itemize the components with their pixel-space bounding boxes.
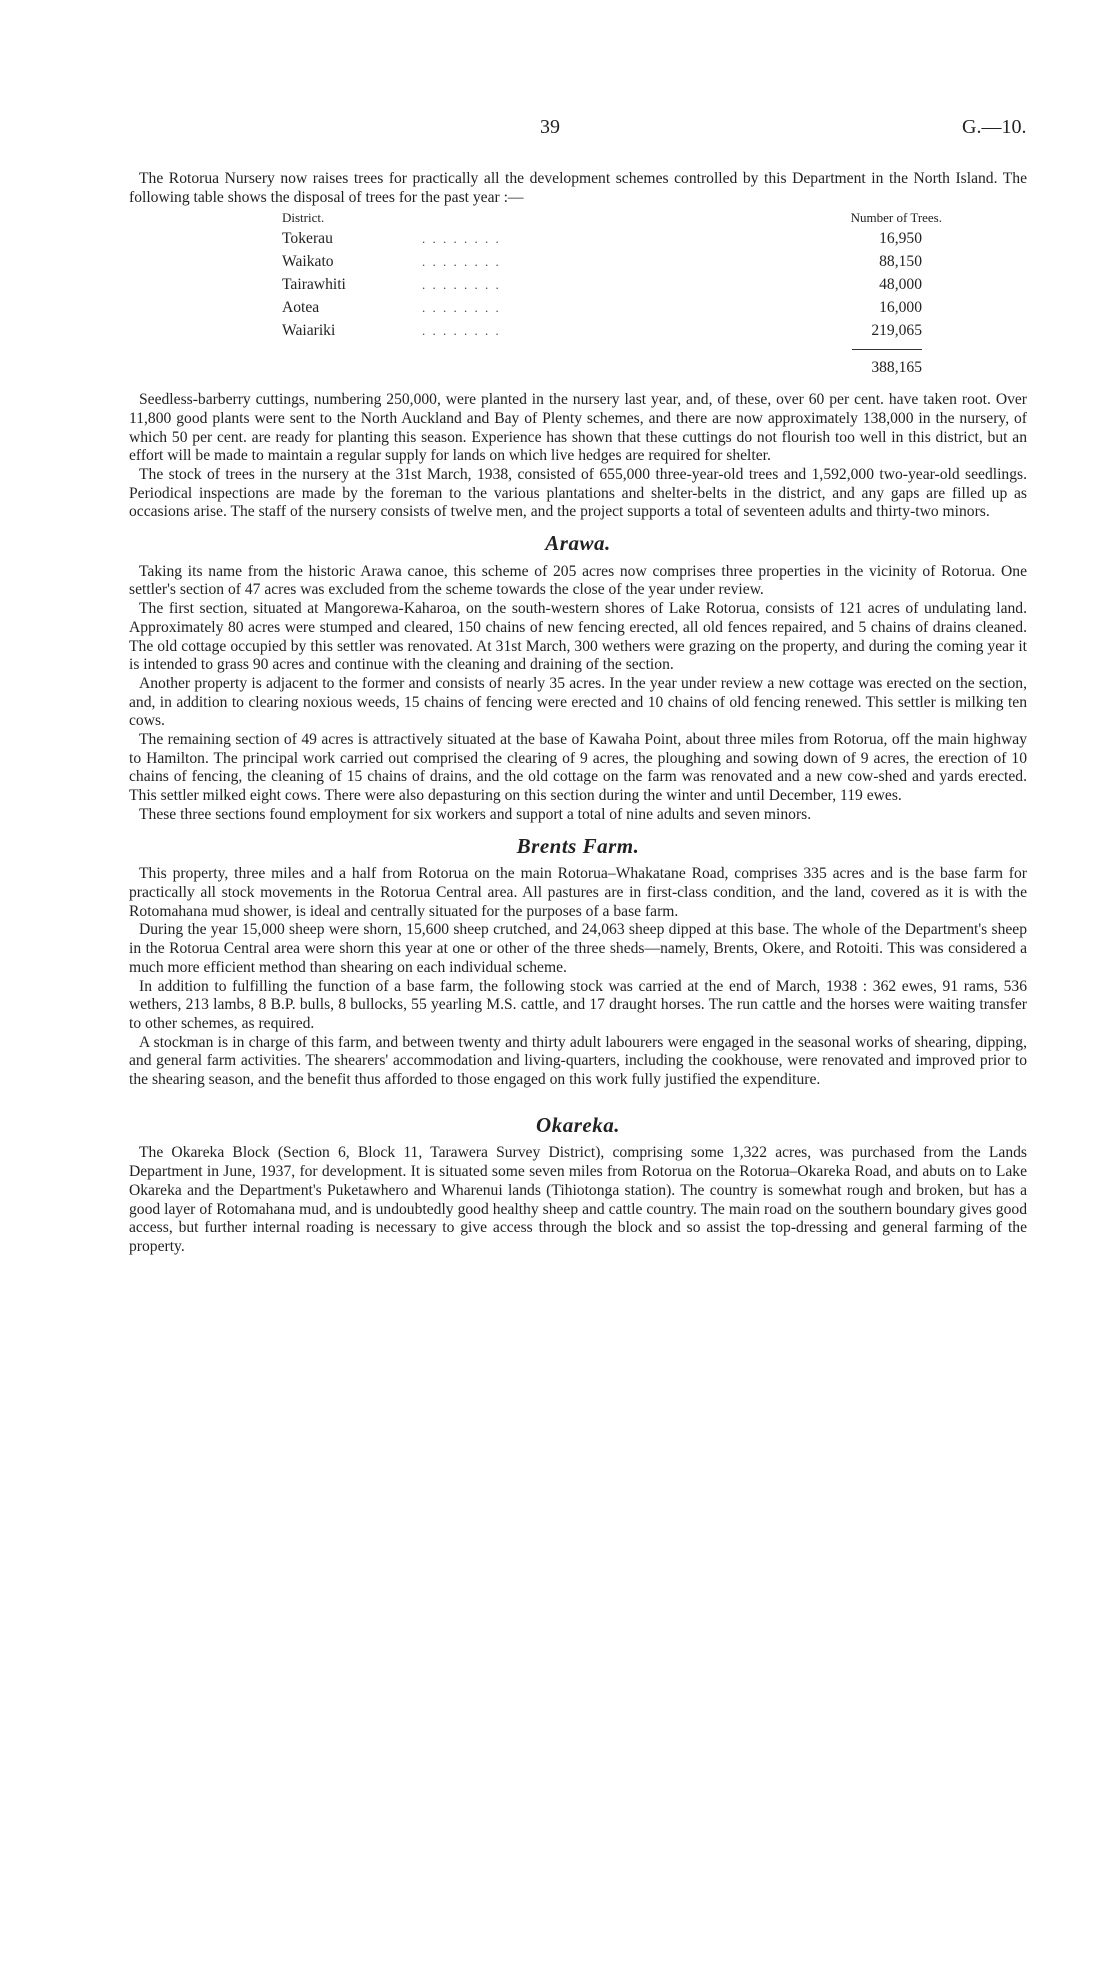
district-column-header: District.: [282, 210, 325, 226]
arawa-paragraph: The remaining section of 49 acres is attractively situated at the base of Kawaha Point, about three miles from Rotorua, off the main highway to Hamilton. The principal work carried out comprised the clearing of 9 acres, the ploughing and sowing down of 9 acres, the erection of 10 chains of fencing, the cleaning of 15 chains of drains, and the old cottage on the farm was renovated and a new cow-shed and yards erected. This settler milked eight cows. There were also depasturing on this section during the winter and until December, 119 ewes.: [129, 731, 1027, 805]
brents-paragraph: This property, three miles and a half from Rotorua on the main Rotorua–Whakatane Road, comprises 335 acres and is the base farm for practically all stock movements in the Rotorua Central area. All pastures are in first-class condition, and the land, covered as it is with the Rotomahana mud shower, is ideal and centrally situated for the purposes of a base farm.: [129, 865, 1027, 920]
document-reference: G.—10.: [962, 116, 1027, 138]
nursery-paragraph: Seedless-barberry cuttings, numbering 250,000, were planted in the nursery last year, and, of these, over 60 per cent. have taken root. Over 11,800 good plants were sent to the North Auckland and Bay of Plenty schemes, and there are now approximately 138,000 in the nursery, of which 50 per cent. are ready for planting this season. Experience has shown that these cuttings do not flourish too well in this district, but an effort will be made to maintain a regular supply for lands on which live hedges are required for shelter.: [129, 391, 1027, 465]
district-cell: Tairawhiti: [282, 276, 346, 294]
nursery-paragraph: The stock of trees in the nursery at the 31st March, 1938, consisted of 655,000 three-year-old trees and 1,592,000 two-year-old seedlings. Periodical inspections are made by the foreman to the various plantations and shelter-belts in the district, and any gaps are filled up as occasions arise. The staff of the nursery consists of twelve men, and the project supports a total of seventeen adults and thirty-two minors.: [129, 465, 1027, 521]
okareka-paragraph: The Okareka Block (Section 6, Block 11, Tarawera Survey District), comprising some 1,322 acres, was purchased from the Lands Department in June, 1937, for development. It is situated some seven miles from Rotorua on the Rotorua–Okareka Road, and abuts on to Lake Okareka and the Department's Puketawhero and Wharenui lands (Tihiotonga station). The country is somewhat rough and broken, but has a good layer of Rotomahana mud, and is undoubtedly good healthy sheep and cattle country. The main road on the southern boundary gives good access, but further internal roading is necessary to give access through the block and so assist the top-dressing and general farming of the property.: [129, 1144, 1027, 1255]
total-rule-row: [282, 343, 942, 355]
number-cell: 16,000: [879, 299, 922, 317]
total-rule: [852, 349, 922, 350]
trees-disposal-table: [282, 209, 942, 381]
number-cell: 88,150: [879, 253, 922, 271]
district-cell: Tokerau: [282, 230, 333, 248]
brents-paragraph: In addition to fulfilling the function of a base farm, the following stock was carried at the end of March, 1938 : 362 ewes, 91 rams, 536 wethers, 213 lambs, 8 B.P. bulls, 8 bullocks, 55 yearling M.S. cattle, and 17 draught horses. The run cattle and the horses were waiting transfer to other schemes, as required.: [129, 977, 1027, 1032]
brents-farm-heading: Brents Farm.: [516, 833, 640, 858]
dot-leader: . . . . . . . .: [422, 231, 501, 247]
number-cell: 219,065: [871, 322, 922, 340]
table-row: [282, 228, 942, 251]
page-header: [0, 116, 1114, 140]
district-cell: Waikato: [282, 253, 334, 271]
arawa-paragraph: Another property is adjacent to the former and consists of nearly 35 acres. In the year under review a new cottage was erected on the section, and, in addition to clearing noxious weeds, 15 chains of fencing were erected and 10 chains of old fencing renewed. This settler is milking ten cows.: [129, 674, 1027, 730]
table-row: [282, 274, 942, 297]
dot-leader: . . . . . . . .: [422, 323, 501, 339]
brents-paragraph: A stockman is in charge of this farm, and between twenty and thirty adult labourers were engaged in the seasonal works of shearing, dipping, and general farm activities. The shearers' accommodation and living-quarters, including the cookhouse, were renovated and improved prior to the shearing season, and the benefit thus afforded to those engaged on this work fully justified the expenditure.: [129, 1033, 1027, 1089]
district-cell: Waiariki: [282, 322, 336, 340]
page-number: 39: [540, 116, 560, 138]
arawa-heading: Arawa.: [545, 531, 611, 556]
table-row: [282, 320, 942, 343]
total-cell: 388,165: [871, 358, 922, 376]
body-text: [129, 170, 1027, 1257]
total-row: [282, 355, 942, 381]
number-column-header: Number of Trees.: [850, 210, 942, 226]
arawa-paragraph: These three sections found employment for six workers and support a total of nine adults and seven minors.: [139, 805, 812, 823]
arawa-paragraph: Taking its name from the historic Arawa canoe, this scheme of 205 acres now comprises three properties in the vicinity of Rotorua. One settler's section of 47 acres was excluded from the scheme towards the close of the year under review.: [129, 562, 1027, 599]
dot-leader: . . . . . . . .: [422, 254, 501, 270]
okareka-heading: Okareka.: [536, 1112, 620, 1137]
number-cell: 48,000: [879, 276, 922, 294]
dot-leader: . . . . . . . .: [422, 277, 501, 293]
arawa-paragraph: The first section, situated at Mangorewa-Kaharoa, on the south-western shores of Lake Rotorua, consists of 121 acres of undulating land. Approximately 80 acres were stumped and cleared, 150 chains of new fencing erected, all old fences repaired, and 5 chains of drains cleaned. The old cottage occupied by this settler was renovated. At 31st March, 300 wethers were grazing on the property, and during the coming year it is intended to grass 90 acres and continue with the cleaning and draining of the section.: [129, 600, 1027, 674]
brents-paragraph: During the year 15,000 sheep were shorn, 15,600 sheep crutched, and 24,063 sheep dipped at this base. The whole of the Department's sheep in the Rotorua Central area were shorn this year at one or other of the three sheds—namely, Brents, Okere, and Rotoiti. This was considered a much more efficient method than shearing on each individual scheme.: [129, 921, 1027, 976]
table-row: [282, 297, 942, 320]
table-row: [282, 251, 942, 274]
table-header-row: [282, 209, 942, 228]
district-cell: Aotea: [282, 299, 320, 317]
intro-paragraph: The Rotorua Nursery now raises trees for practically all the development schemes controlled by this Department in the North Island. The following table shows the disposal of trees for the past year :—: [129, 170, 1027, 206]
dot-leader: . . . . . . . .: [422, 300, 501, 316]
number-cell: 16,950: [879, 230, 922, 248]
